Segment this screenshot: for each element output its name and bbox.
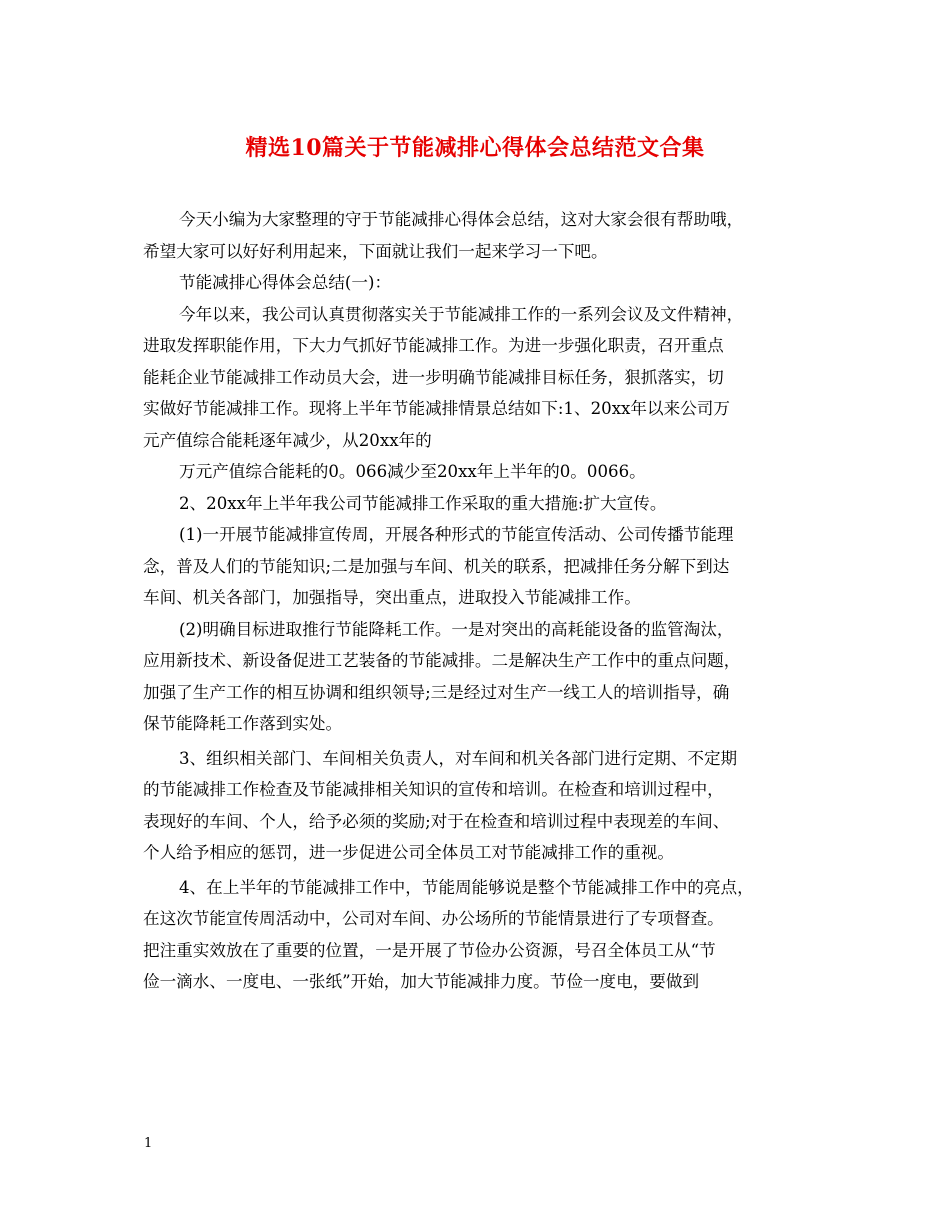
paragraph-line: (1)一开展节能减排宣传周，开展各种形式的节能宣传活动、公司传播节能理 bbox=[179, 525, 734, 544]
paragraph-line: 希望大家可以好好利用起来，下面就让我们一起来学习一下吧。 bbox=[143, 241, 608, 261]
section-heading: 节能减排心得体会总结(一)： bbox=[179, 273, 392, 292]
paragraph-line: 今年以来，我公司认真贯彻落实关于节能减排工作的一系列会议及文件精神， bbox=[179, 304, 744, 324]
paragraph-line: 今天小编为大家整理的守于节能减排心得体会总结，这对大家会很有帮助哦， bbox=[179, 210, 744, 229]
paragraph-line: 应用新技术、新设备促进工艺装备的节能减排。二是解决生产工作中的重点问题， bbox=[143, 651, 741, 670]
paragraph-line: 个人给予相应的惩罚，进一步促进公司全体员工对节能减排工作的重视。 bbox=[143, 843, 674, 862]
paragraph-line: 念，普及人们的节能知识;二是加强与车间、机关的联系，把减排任务分解下到达 bbox=[143, 556, 730, 576]
paragraph-line: 在这次节能宣传周活动中，公司对车间、办公场所的节能情景进行了专项督查。 bbox=[143, 909, 724, 928]
document-title: 精选10篇关于节能减排心得体会总结范文合集 bbox=[245, 135, 705, 161]
paragraph-line: 的节能减排工作检查及节能减排相关知识的宣传和培训。在检查和培训过程中， bbox=[143, 780, 724, 799]
paragraph-line: 把注重实效放在了重要的位置，一是开展了节俭办公资源，号召全体员工从“节 bbox=[143, 940, 716, 960]
paragraph-line: 4、在上半年的节能减排工作中，节能周能够说是整个节能减排工作中的亮点， bbox=[179, 877, 754, 897]
paragraph-line: 元产值综合能耗逐年减少，从20xx年的 bbox=[143, 430, 432, 450]
page-number: 1 bbox=[144, 1136, 153, 1151]
paragraph-line: 能耗企业节能减排工作动员大会，进一步明确节能减排目标任务，狠抓落实，切 bbox=[143, 367, 724, 387]
paragraph-line: 加强了生产工作的相互协调和组织领导;三是经过对生产一线工人的培训指导，确 bbox=[143, 682, 730, 702]
paragraph-line: 3、组织相关部门、车间相关负责人，对车间和机关各部门进行定期、不定期 bbox=[179, 748, 738, 768]
document-body bbox=[143, 204, 815, 998]
paragraph-line: 实做好节能减排工作。现将上半年节能减排情景总结如下:1、20xx年以来公司万 bbox=[143, 399, 730, 418]
paragraph-line: 俭一滴水、一度电、一张纸”开始，加大节能减排力度。节俭一度电，要做到 bbox=[143, 972, 700, 991]
paragraph-line: 表现好的车间、个人，给予必须的奖励;对于在检查和培训过程中表现差的车间、 bbox=[143, 811, 730, 831]
paragraph-line: 保节能降耗工作落到实处。 bbox=[143, 714, 343, 733]
paragraph-line: (2)明确目标进取推行节能降耗工作。一是对突出的高耗能设备的监管淘汰， bbox=[179, 619, 734, 639]
paragraph-line: 进取发挥职能作用，下大力气抓好节能减排工作。为进一步强化职责，召开重点 bbox=[143, 336, 724, 355]
paragraph-line: 车间、机关各部门，加强指导，突出重点，进取投入节能减排工作。 bbox=[143, 588, 641, 607]
paragraph-line: 万元产值综合能耗的0。066减少至20xx年上半年的0。0066。 bbox=[179, 462, 646, 481]
paragraph-line: 2、20xx年上半年我公司节能减排工作采取的重大措施:扩大宣传。 bbox=[179, 493, 667, 513]
